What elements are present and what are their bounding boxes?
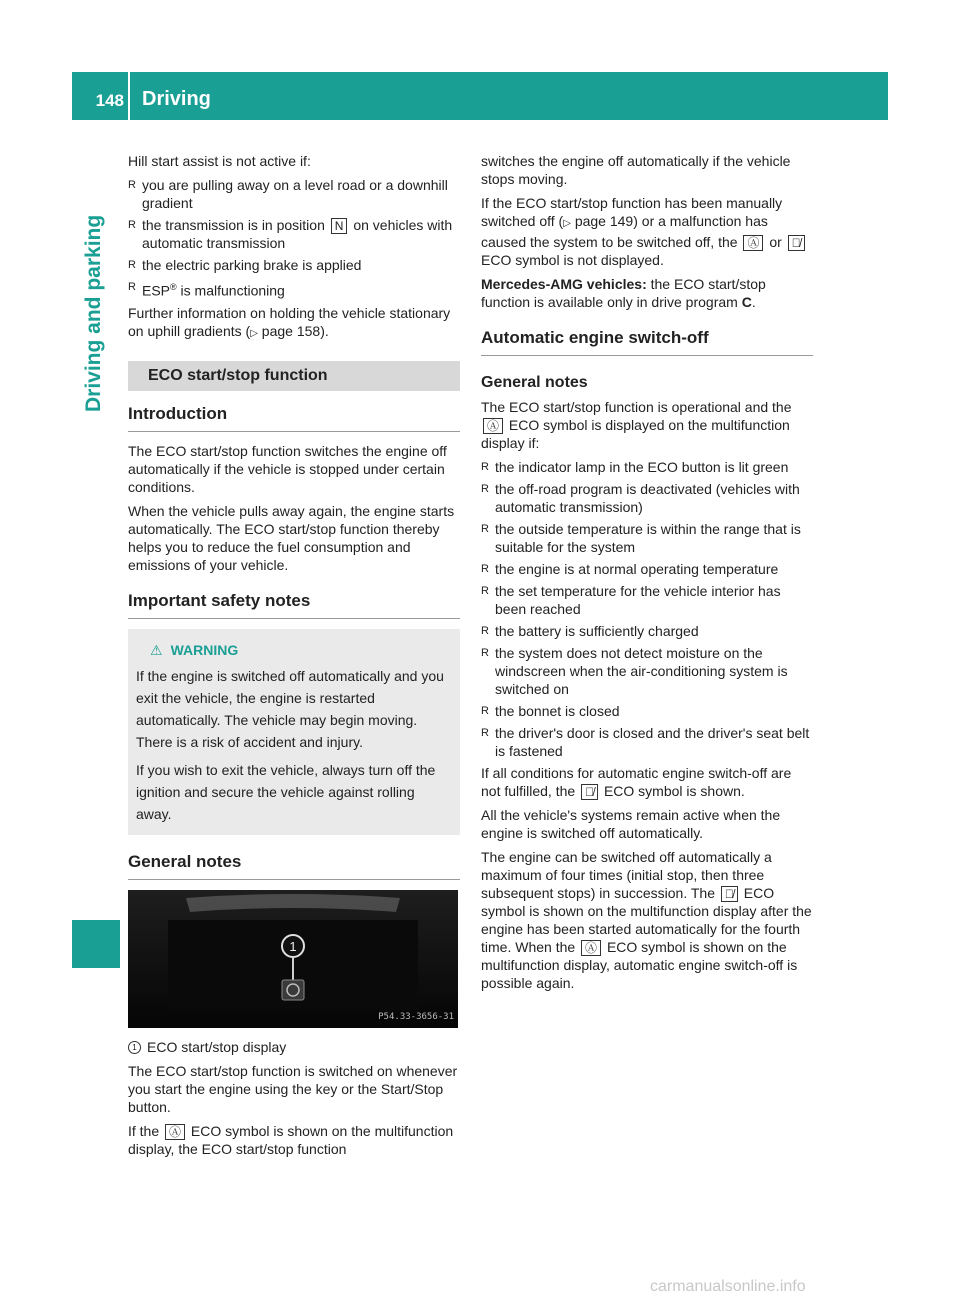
page-header (72, 72, 888, 120)
right-paragraph-4: All the vehicle's systems remain active when the engine is switched off automatically. (481, 807, 781, 841)
eco-active-icon: Ⓐ (581, 940, 601, 956)
bullet-icon: R (481, 563, 489, 575)
list-item: R the indicator lamp in the ECO button is lit green (481, 459, 789, 475)
introduction-heading: Introduction (128, 405, 460, 432)
page-number: 148 (95, 91, 124, 110)
warning-title: ⚠ WARNING (150, 641, 239, 658)
right-paragraph-5: The engine can be switched off automatically a maximum of four times (initial stop, then three subsequent stops) in succession. The Ⓐ̸ ECO symbol is shown on the multifunction display after the engine has been started automatically for the fourth time. When the Ⓐ ECO symbol is shown on the multifunction display, automatic engine switch-off is possible again. (481, 849, 812, 991)
bullet-icon: R (481, 483, 489, 495)
warning-paragraph-2: If you wish to exit the vehicle, always turn off the ignition and secure the vehicle against rolling away. (136, 761, 436, 822)
list-item: R the battery is sufficiently charged (481, 623, 699, 639)
callout-number: 1 (128, 1041, 141, 1054)
eco-active-icon: Ⓐ (743, 235, 763, 251)
bullet-icon: R (481, 647, 489, 659)
warning-paragraph-1: If the engine is switched off automatically and you exit the vehicle, the engine is restarted automatically. The vehicle may begin moving. There is a risk of accident and injury. (136, 667, 444, 750)
watermark: carmanualsonline.info (650, 1278, 806, 1295)
list-item: R the bonnet is closed (481, 703, 620, 719)
list-item: R ESP® is malfunctioning (128, 278, 460, 300)
bullet-icon: R (481, 625, 489, 637)
bullet-icon: R (481, 727, 489, 739)
section-title: ECO start/stop function (128, 361, 460, 391)
side-tab-label: Driving and parking (82, 214, 105, 412)
list-item: R the system does not detect moisture on the windscreen when the air-conditioning system is switched on (481, 645, 788, 697)
registered-mark: ® (170, 282, 177, 292)
list-item: R the outside temperature is within the range that is suitable for the system (481, 521, 801, 555)
eco-inactive-icon: Ⓐ̸ (788, 235, 805, 251)
bullet-icon: R (481, 705, 489, 717)
hill-start-intro: Hill start assist is not active if: (128, 153, 311, 169)
list-item: R the electric parking brake is applied (128, 257, 362, 273)
warning-icon: ⚠ (150, 641, 163, 658)
figure-caption: 1 ECO start/stop display (128, 1038, 460, 1056)
side-tab-marker (72, 920, 120, 968)
list-item: R the transmission is in position N on vehicles with automatic transmission (128, 217, 453, 251)
safety-heading: Important safety notes (128, 592, 460, 619)
amg-note: Mercedes-AMG vehicles: the ECO start/stop function is available only in drive program C. (481, 276, 766, 310)
auto-switch-off-heading: Automatic engine switch-off (481, 329, 813, 356)
intro-paragraph-2: When the vehicle pulls away again, the engine starts automatically. The ECO start/stop function thereby helps you to reduce the fuel consumption and emissions of your vehicle. (128, 502, 455, 573)
list-item: R the engine is at normal operating temperature (481, 561, 779, 577)
figure-callout-1: 1 (289, 938, 297, 954)
bullet-icon: R (128, 281, 136, 293)
further-info: Further information on holding the vehicle stationary on uphill gradients (▷ page 158). (128, 304, 451, 339)
right-column (481, 152, 813, 998)
general-notes-heading: General notes (128, 853, 460, 880)
list-item: R you are pulling away on a level road or a downhill gradient (128, 177, 448, 211)
bullet-icon: R (128, 219, 136, 231)
drive-program-c: C (741, 294, 752, 310)
side-tab-label-wrapper (82, 112, 112, 412)
eco-active-icon: Ⓐ (165, 1124, 185, 1140)
ref-arrow-icon: ▷ (250, 327, 258, 339)
figure-code: P54.33-3656-31 (378, 1011, 454, 1022)
right-paragraph-3: If all conditions for automatic engine switch-off are not fulfilled, the Ⓐ̸ ECO symbol is shown. (481, 765, 792, 799)
list-item: R the set temperature for the vehicle interior has been reached (481, 583, 781, 617)
bullet-icon: R (481, 585, 489, 597)
bullet-icon: R (128, 179, 136, 191)
conditions-list (481, 458, 813, 760)
general-paragraph-1: The ECO start/stop function is switched on whenever you start the engine using the key or the Start/Stop button. (128, 1062, 458, 1115)
page-ref-link[interactable]: page 158 (261, 322, 321, 339)
general-paragraph-2: If the Ⓐ ECO symbol is shown on the multifunction display, the ECO start/stop function (128, 1122, 454, 1157)
list-item: R the driver's door is closed and the driver's seat belt is fastened (481, 725, 810, 759)
eco-active-icon: Ⓐ (483, 418, 503, 434)
left-column (128, 152, 460, 1164)
eco-inactive-icon: Ⓐ̸ (721, 886, 738, 902)
hill-start-list (128, 176, 460, 300)
header-divider (128, 72, 130, 120)
right-paragraph-1: switches the engine off automatically if the vehicle stops moving. (481, 153, 791, 187)
ref-arrow-icon: ▷ (563, 218, 571, 229)
conditions-intro: The ECO start/stop function is operational and the Ⓐ ECO symbol is displayed on the multifunction display if: (481, 399, 792, 451)
bullet-icon: R (481, 461, 489, 473)
right-paragraph-2: If the ECO start/stop function has been manually switched off (▷ page 149) or a malfunction has caused the system to be switched off, the Ⓐ or Ⓐ̸ ECO symbol is not displayed. (481, 194, 813, 269)
bullet-icon: R (128, 259, 136, 271)
eco-inactive-icon: Ⓐ̸ (581, 784, 598, 800)
chapter-title: Driving (142, 87, 211, 110)
warning-box (128, 629, 460, 835)
gear-n-icon: N (331, 218, 348, 234)
eco-display-figure (128, 890, 458, 1028)
general-notes-subheading: General notes (481, 374, 588, 391)
page-ref-link[interactable]: page 149 (574, 213, 634, 229)
list-item: R the off-road program is deactivated (vehicles with automatic transmission) (481, 481, 800, 515)
bullet-icon: R (481, 523, 489, 535)
intro-paragraph-1: The ECO start/stop function switches the engine off automatically if the vehicle is stopped under certain conditions. (128, 442, 447, 495)
